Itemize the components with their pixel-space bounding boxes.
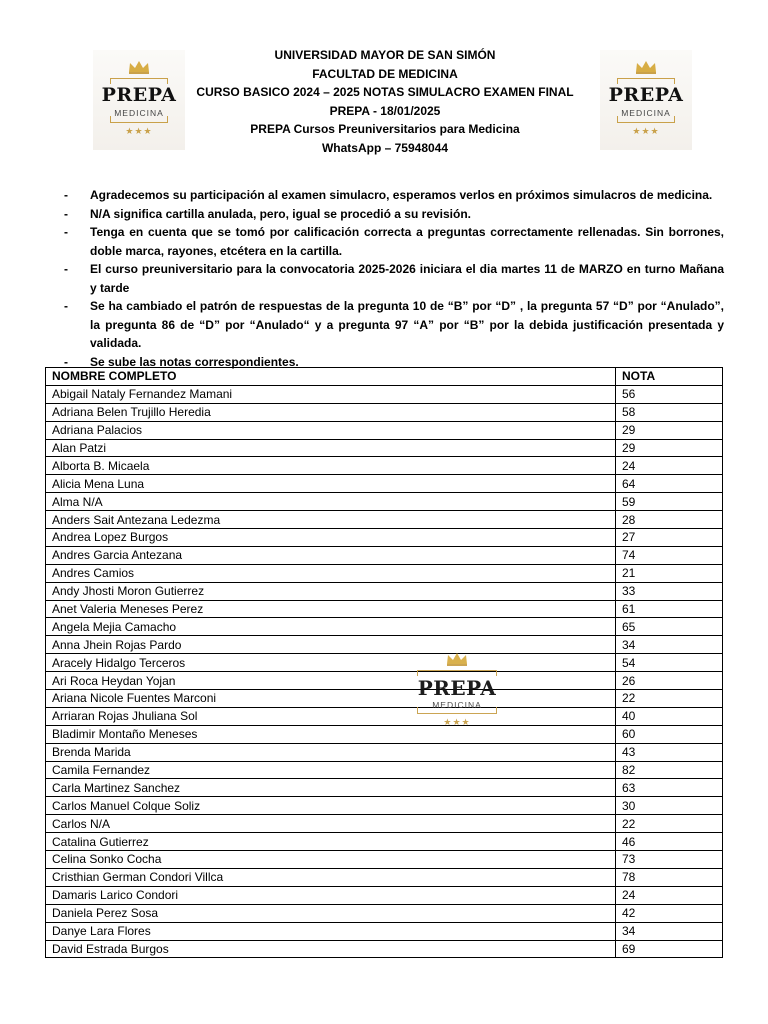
student-name-cell: Alan Patzi [46, 439, 616, 457]
student-name-cell: Alma N/A [46, 493, 616, 511]
student-name-cell: Ari Roca Heydan Yojan [46, 672, 616, 690]
logo-wordmark: PREPA [417, 676, 497, 700]
table-row [46, 654, 723, 672]
student-name-cell: Carla Martinez Sanchez [46, 779, 616, 797]
logo-subtitle: MEDICINA [114, 108, 164, 118]
prepa-logo-right [600, 50, 692, 150]
header-whatsapp: WhatsApp – 75948044 [321, 140, 449, 155]
grade-cell: 78 [616, 868, 723, 886]
prepa-logo-left [93, 50, 185, 150]
note-item: - Agradecemos su participación al examen simulacro, esperamos verlos en próximos simulacros de medicina. [64, 188, 713, 202]
table-row [46, 904, 723, 922]
grade-cell: 65 [616, 618, 723, 636]
grade-cell: 56 [616, 385, 723, 403]
crown-icon [93, 60, 185, 74]
table-row [46, 868, 723, 886]
grade-cell: 63 [616, 779, 723, 797]
table-row [46, 439, 723, 457]
table-row [46, 457, 723, 475]
grade-cell: 34 [616, 922, 723, 940]
table-row [46, 761, 723, 779]
student-name-cell: Alicia Mena Luna [46, 475, 616, 493]
logo-subtitle: MEDICINA [621, 108, 671, 118]
table-row [46, 940, 723, 958]
grade-cell: 74 [616, 546, 723, 564]
student-name-cell: Angela Mejia Camacho [46, 618, 616, 636]
student-name-cell: Brenda Marida [46, 743, 616, 761]
grade-cell: 34 [616, 636, 723, 654]
notes-list [64, 186, 724, 371]
header-date: PREPA - 18/01/2025 [329, 103, 441, 118]
prepa-watermark-logo [407, 650, 507, 732]
table-row [46, 815, 723, 833]
table-row [46, 529, 723, 547]
student-name-cell: Daniela Perez Sosa [46, 904, 616, 922]
grade-cell: 22 [616, 690, 723, 708]
table-row [46, 797, 723, 815]
table-row [46, 725, 723, 743]
student-name-cell: Andy Jhosti Moron Gutierrez [46, 582, 616, 600]
logo-subtitle: MEDICINA [432, 700, 482, 710]
grade-cell: 21 [616, 564, 723, 582]
table-row [46, 403, 723, 421]
student-name-cell: Damaris Larico Condori [46, 886, 616, 904]
logo-wordmark: PREPA [101, 84, 177, 106]
table-row [46, 511, 723, 529]
student-name-cell: Aracely Hidalgo Terceros [46, 654, 616, 672]
grades-table [45, 367, 723, 958]
student-name-cell: Alborta B. Micaela [46, 457, 616, 475]
grade-cell: 24 [616, 457, 723, 475]
grade-cell: 59 [616, 493, 723, 511]
note-item: - El curso preuniversitario para la convocatoria 2025-2026 iniciara el dia martes 11 de MARZO en turno Mañana y tarde [64, 262, 724, 295]
grade-cell: 54 [616, 654, 723, 672]
student-name-cell: Carlos Manuel Colque Soliz [46, 797, 616, 815]
grade-cell: 28 [616, 511, 723, 529]
grade-cell: 33 [616, 582, 723, 600]
table-row [46, 546, 723, 564]
student-name-cell: Camila Fernandez [46, 761, 616, 779]
table-row [46, 564, 723, 582]
student-name-cell: Abigail Nataly Fernandez Mamani [46, 385, 616, 403]
student-name-cell: David Estrada Burgos [46, 940, 616, 958]
grade-cell: 64 [616, 475, 723, 493]
grade-cell: 27 [616, 529, 723, 547]
logo-stars: ★★★ [443, 717, 471, 727]
table-row [46, 743, 723, 761]
grade-cell: 24 [616, 886, 723, 904]
document-header [190, 46, 580, 158]
table-row [46, 636, 723, 654]
student-name-cell: Arriaran Rojas Jhuliana Sol [46, 707, 616, 725]
table-row [46, 707, 723, 725]
table-header-row [46, 368, 723, 386]
student-name-cell: Catalina Gutierrez [46, 833, 616, 851]
table-row [46, 618, 723, 636]
table-row [46, 851, 723, 869]
table-row [46, 779, 723, 797]
table-row [46, 421, 723, 439]
column-header-name: NOMBRE COMPLETO [46, 368, 616, 386]
student-name-cell: Anders Sait Antezana Ledezma [46, 511, 616, 529]
grade-cell: 69 [616, 940, 723, 958]
note-item: - N/A significa cartilla anulada, pero, igual se procedió a su revisión. [64, 206, 471, 221]
table-row [46, 493, 723, 511]
student-name-cell: Bladimir Montaño Meneses [46, 725, 616, 743]
grade-cell: 29 [616, 439, 723, 457]
grades-table-body [46, 385, 723, 958]
student-name-cell: Danye Lara Flores [46, 922, 616, 940]
student-name-cell: Adriana Palacios [46, 421, 616, 439]
student-name-cell: Cristhian German Condori Villca [46, 868, 616, 886]
student-name-cell: Anet Valeria Meneses Perez [46, 600, 616, 618]
crown-icon [600, 60, 692, 74]
grade-cell: 61 [616, 600, 723, 618]
grade-cell: 73 [616, 851, 723, 869]
table-row [46, 886, 723, 904]
grade-cell: 42 [616, 904, 723, 922]
crown-icon [407, 652, 507, 666]
table-row [46, 690, 723, 708]
table-row [46, 833, 723, 851]
grade-cell: 40 [616, 707, 723, 725]
grade-cell: 22 [616, 815, 723, 833]
header-tagline: PREPA Cursos Preuniversitarios para Medicina [250, 122, 520, 137]
student-name-cell: Adriana Belen Trujillo Heredia [46, 403, 616, 421]
note-item: - Se sube las notas correspondientes. [64, 354, 299, 369]
table-row [46, 922, 723, 940]
header-faculty: FACULTAD DE MEDICINA [312, 66, 458, 81]
grade-cell: 43 [616, 743, 723, 761]
table-row [46, 582, 723, 600]
note-item: - Tenga en cuenta que se tomó por calificación correcta a preguntas correctamente rellenadas. Sin borrones, doble marca, rayones, etcétera en la cartilla. [64, 225, 724, 258]
logo-stars: ★★★ [125, 126, 153, 136]
table-row [46, 475, 723, 493]
student-name-cell: Andres Garcia Antezana [46, 546, 616, 564]
grade-cell: 30 [616, 797, 723, 815]
grade-cell: 60 [616, 725, 723, 743]
student-name-cell: Ariana Nicole Fuentes Marconi [46, 690, 616, 708]
logo-wordmark: PREPA [608, 84, 684, 106]
table-row [46, 672, 723, 690]
table-row [46, 385, 723, 403]
grade-cell: 82 [616, 761, 723, 779]
table-row [46, 600, 723, 618]
note-item: - Se ha cambiado el patrón de respuestas de la pregunta 10 de “B” por “D” , la pregunta 57 “D” por “Anulado”, la pregunta 86 de “D” por “Anulado“ y a pregunta 97 “A” por “B” por la debida justificación presentada y validada. [64, 299, 724, 350]
grade-cell: 29 [616, 421, 723, 439]
student-name-cell: Celina Sonko Cocha [46, 851, 616, 869]
header-university: UNIVERSIDAD MAYOR DE SAN SIMÓN [274, 48, 496, 62]
logo-stars: ★★★ [632, 126, 660, 136]
column-header-grade: NOTA [616, 368, 723, 386]
student-name-cell: Andres Camios [46, 564, 616, 582]
header-course: CURSO BASICO 2024 – 2025 NOTAS SIMULACRO EXAMEN FINAL [196, 85, 574, 100]
grade-cell: 26 [616, 672, 723, 690]
student-name-cell: Andrea Lopez Burgos [46, 529, 616, 547]
grade-cell: 58 [616, 403, 723, 421]
student-name-cell: Anna Jhein Rojas Pardo [46, 636, 616, 654]
student-name-cell: Carlos N/A [46, 815, 616, 833]
grade-cell: 46 [616, 833, 723, 851]
